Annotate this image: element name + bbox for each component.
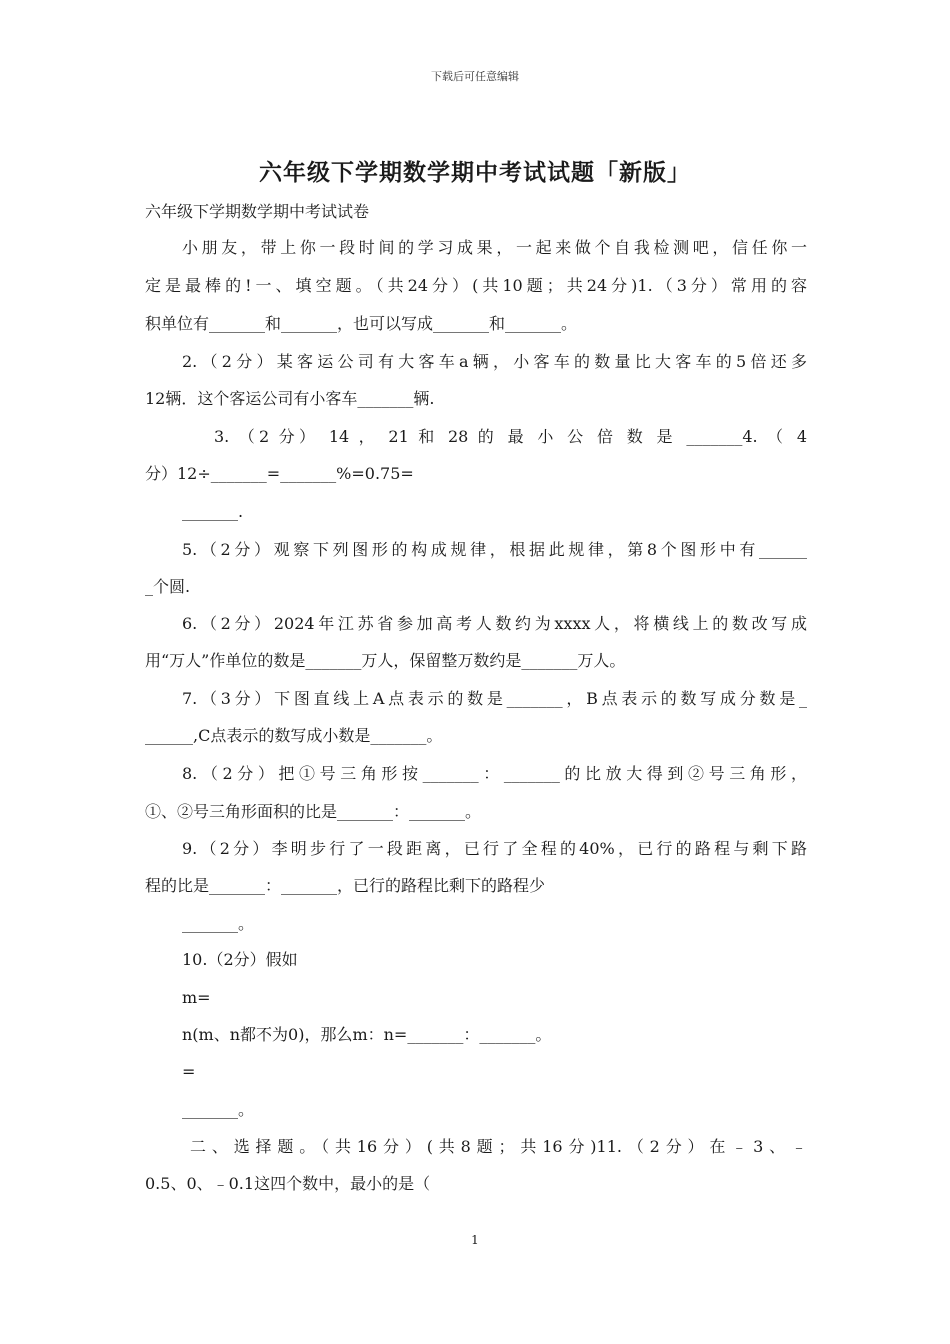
text-line: ①、②号三角形面积的比是_______：_______。 — [145, 802, 482, 821]
text-line: 6.（2分）2024年江苏省参加高考人数约为xxxx人，将横线上的数改写成 — [182, 614, 807, 633]
text-line: 8.（2分）把①号三角形按_______：_______的比放大得到②号三角形， — [182, 764, 807, 783]
text-line: _______。 — [182, 1100, 255, 1119]
text-line: 2.（2分）某客运公司有大客车a辆，小客车的数量比大客车的5倍还多 — [182, 352, 807, 371]
text-line: 分）12÷_______=_______%=0.75= — [145, 464, 414, 483]
text-line: 12辆．这个客运公司有小客车_______辆. — [145, 389, 435, 408]
text-line: 用“万人”作单位的数是_______万人，保留整万数约是_______万人。 — [145, 651, 626, 670]
text-line: = — [182, 1062, 196, 1081]
text-line: _______. — [182, 502, 244, 521]
text-line: 小朋友，带上你一段时间的学习成果，一起来做个自我检测吧，信任你一 — [182, 238, 807, 257]
subtitle-line: 六年级下学期数学期中考试试卷 — [145, 202, 370, 221]
text-line: 9.（2分）李明步行了一段距离，已行了全程的40%，已行的路程与剩下路 — [182, 839, 807, 858]
text-line: 7.（3分）下图直线上A点表示的数是_______，B点表示的数写成分数是_ — [182, 689, 807, 708]
text-line: 定是最棒的!一、填空题。（共24分）(共10题；共24分)1.（3分）常用的容 — [145, 276, 807, 295]
header-note: 下载后可任意编辑 — [431, 70, 519, 83]
text-line: _个圆. — [145, 577, 191, 596]
text-line: 10.（2分）假如 — [182, 950, 298, 969]
text-line: 0.5、0、﹣0.1这四个数中，最小的是（ — [145, 1174, 431, 1193]
page-number: 1 — [471, 1233, 479, 1247]
text-line: 3. （2 分） 14 ， 21 和 28 的 最 小 公 倍 数 是 _______4. （ 4 — [214, 427, 807, 446]
section-heading-line: 二、选择题。（共16分）(共8题；共16分)11.（2分）在﹣3、﹣ — [190, 1137, 807, 1156]
text-line: _______。 — [182, 914, 255, 933]
text-line: ______,C点表示的数写成小数是_______。 — [145, 726, 443, 745]
text-line: n(m、n都不为0)，那么m：n=_______：_______。 — [182, 1025, 552, 1044]
text-line: 程的比是_______：_______，已行的路程比剩下的路程少 — [145, 876, 546, 895]
text-line: 5.（2分）观察下列图形的构成规律，根据此规律，第8个图形中有______ — [182, 540, 807, 559]
text-line: m= — [182, 988, 211, 1007]
page-title: 六年级下学期数学期中考试试题「新版」 — [259, 159, 691, 186]
text-line: 积单位有_______和_______，也可以写成_______和_______。 — [145, 314, 578, 333]
